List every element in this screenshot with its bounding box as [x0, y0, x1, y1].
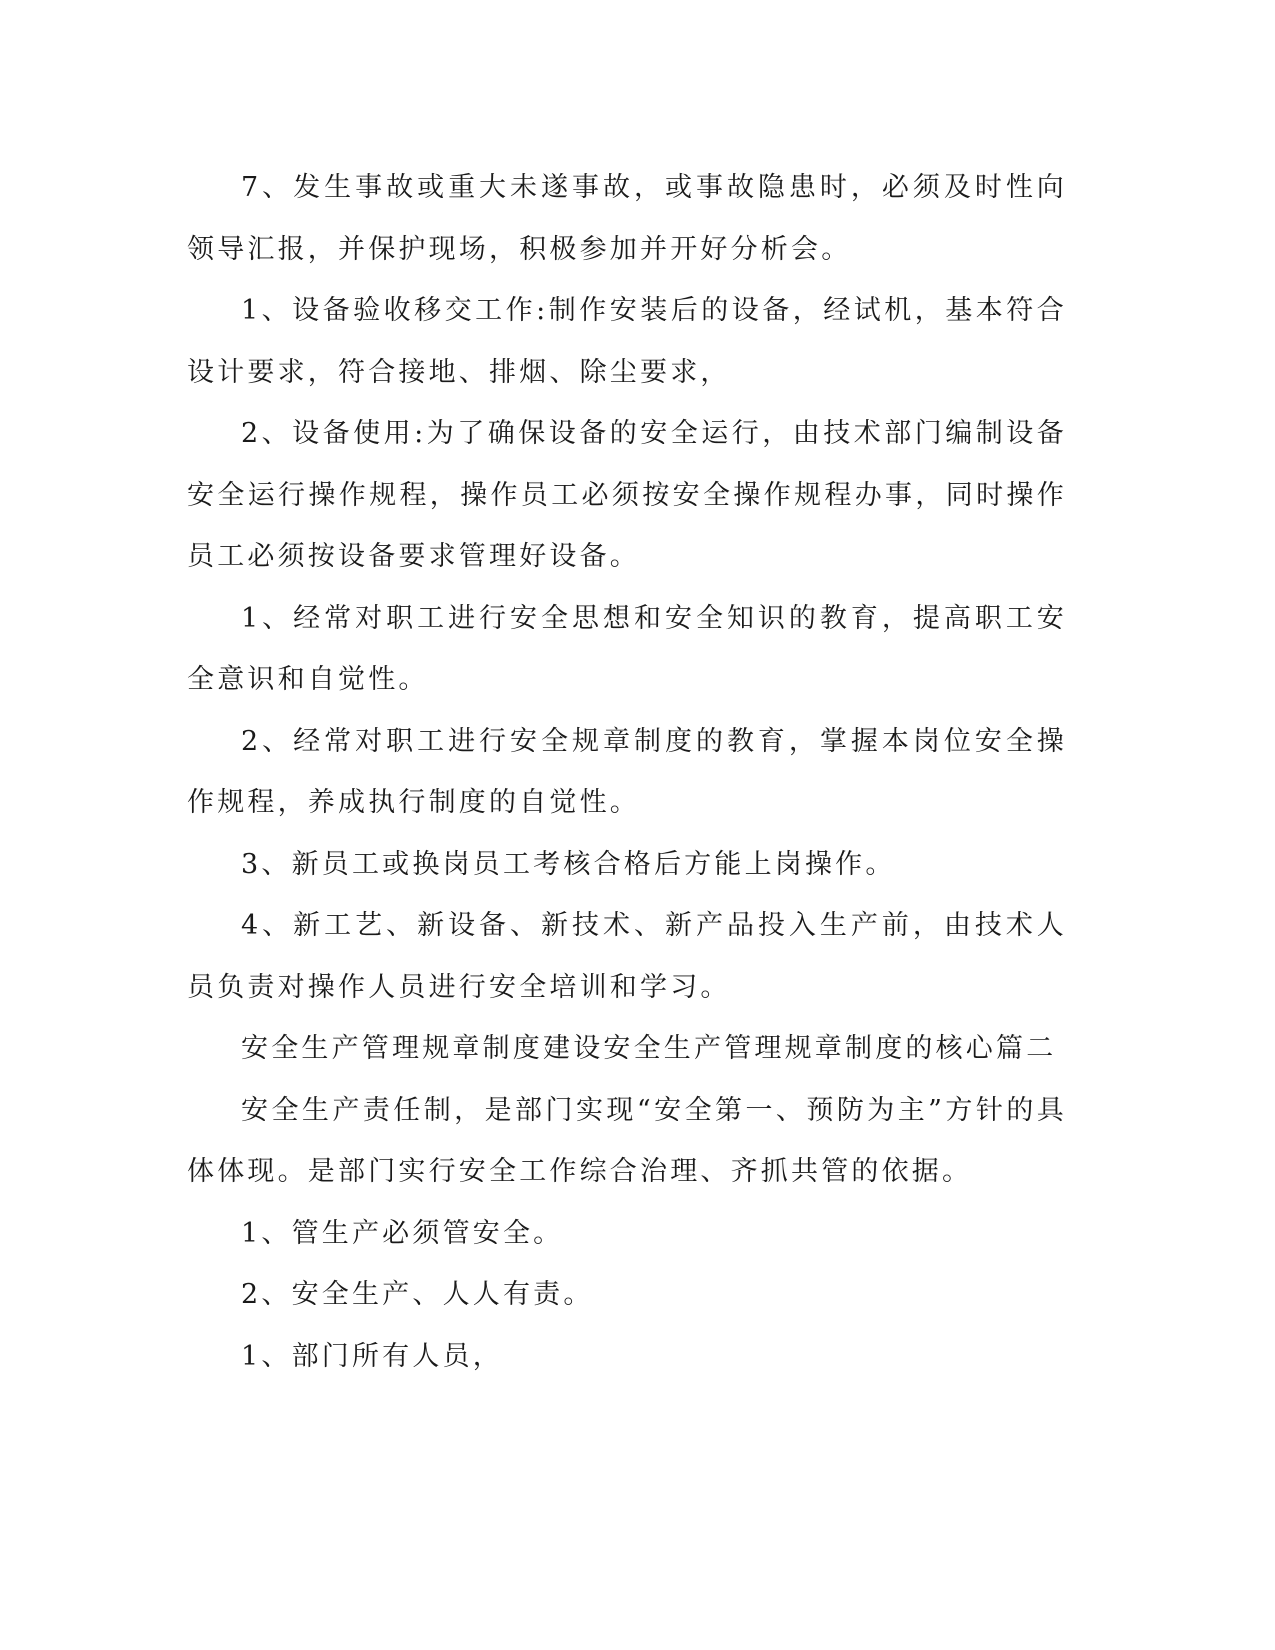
paragraph-responsibility-system: 安全生产责任制，是部门实现“安全第一、预防为主”方针的具体体现。是部门实行安全工作综合治理、齐抓共管的依据。 [187, 1094, 1067, 1187]
paragraph-equipment-use: 2、设备使用:为了确保设备的安全运行，由技术部门编制设备安全运行操作规程，操作员工必须按安全操作规程办事，同时操作员工必须按设备要求管理好设备。 [187, 418, 1067, 572]
paragraph-new-technology-training: 4、新工艺、新设备、新技术、新产品投入生产前，由技术人员负责对操作人员进行安全培训和学习。 [187, 910, 1067, 1003]
paragraph-equipment-acceptance: 1、设备验收移交工作:制作安装后的设备，经试机，基本符合设计要求，符合接地、排烟、除尘要求， [187, 295, 1067, 388]
paragraph-rules-education: 2、经常对职工进行安全规章制度的教育，掌握本岗位安全操作规程，养成执行制度的自觉性。 [187, 725, 1067, 818]
document-body [187, 157, 1067, 1387]
paragraph-safety-education: 1、经常对职工进行安全思想和安全知识的教育，提高职工安全意识和自觉性。 [187, 602, 1067, 695]
section-heading: 安全生产管理规章制度建设安全生产管理规章制度的核心篇二 [241, 1033, 1057, 1064]
paragraph-accident-report: 7、发生事故或重大未遂事故，或事故隐患时，必须及时性向领导汇报，并保护现场，积极参加并开好分析会。 [187, 172, 1067, 265]
paragraph-new-staff-assessment: 3、新员工或换岗员工考核合格后方能上岗操作。 [241, 848, 896, 880]
paragraph-all-staff: 1、部门所有人员， [241, 1340, 503, 1372]
paragraph-everyone-responsible: 2、安全生产、人人有责。 [241, 1279, 594, 1310]
paragraph-production-safety: 1、管生产必须管安全。 [241, 1217, 564, 1249]
